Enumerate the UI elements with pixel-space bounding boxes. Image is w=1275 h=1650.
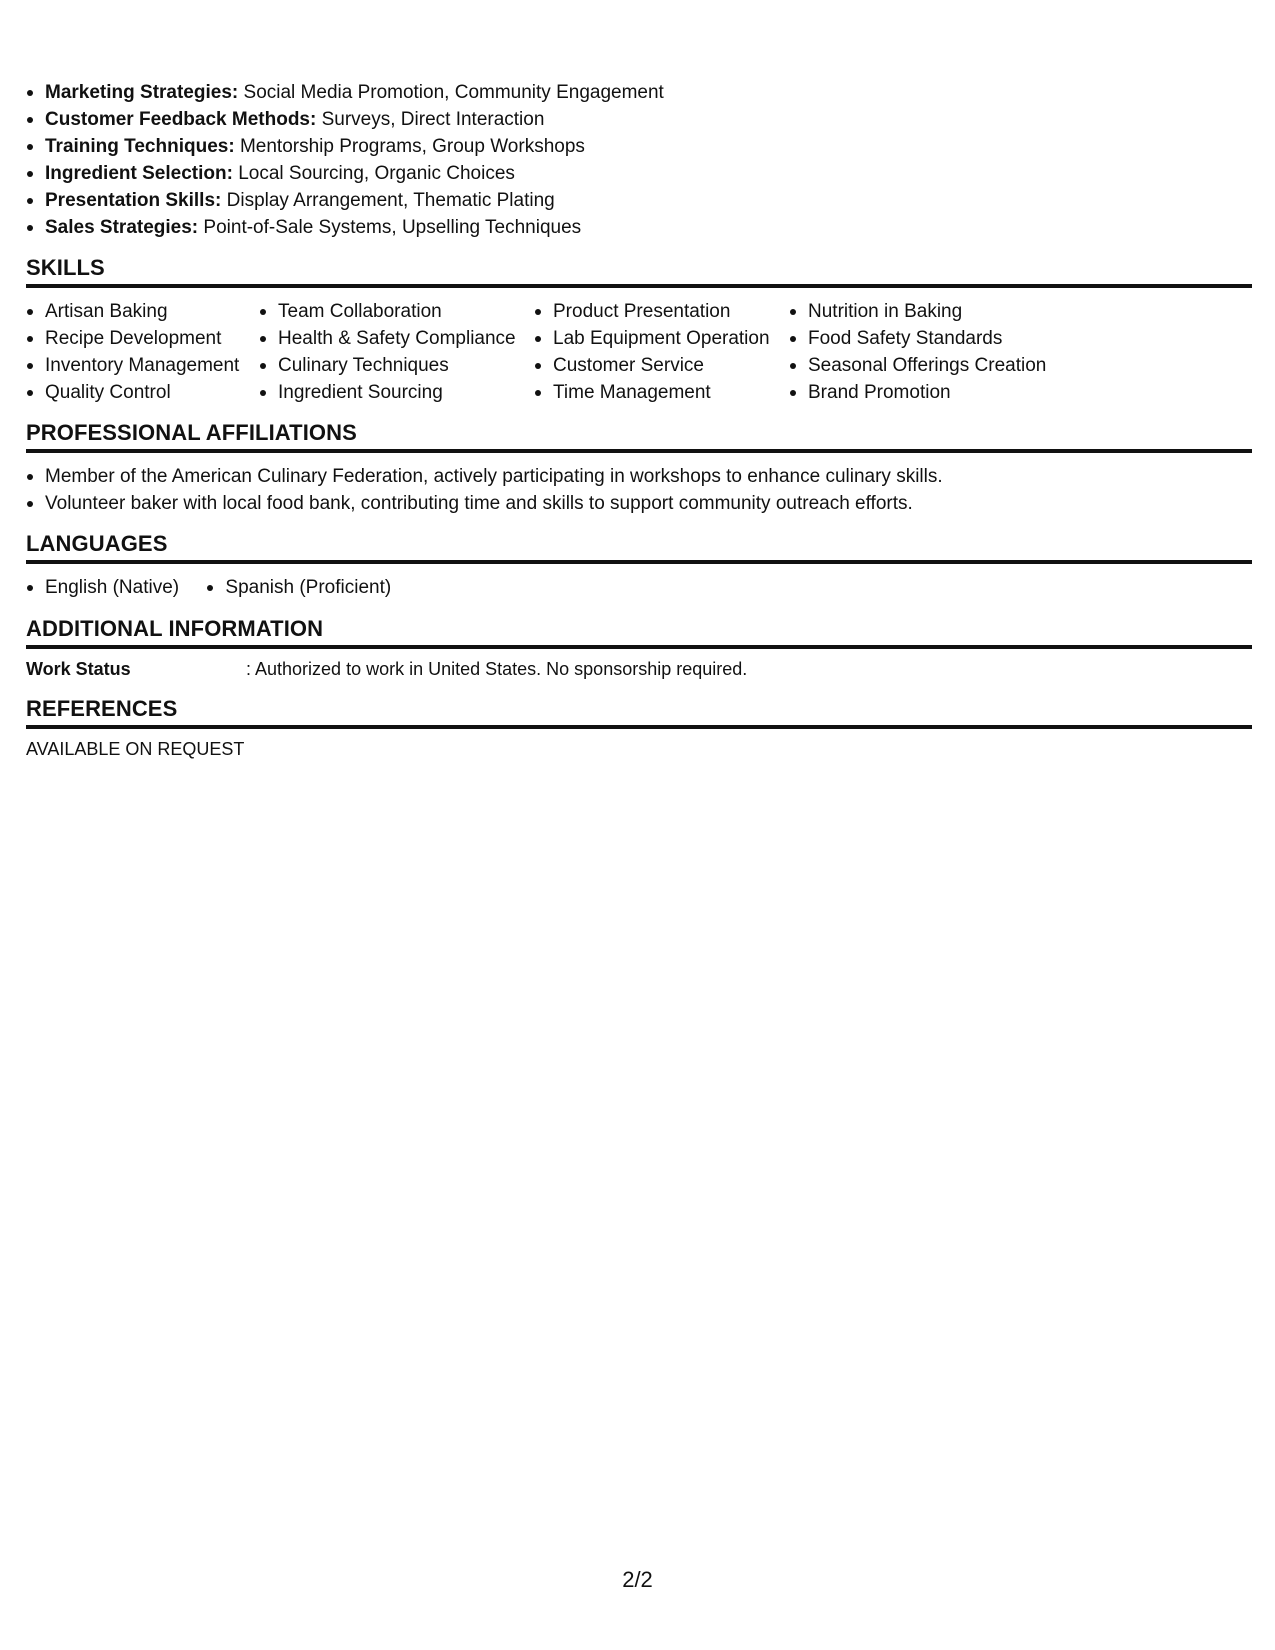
affiliations-list	[26, 463, 943, 517]
language-item: Spanish (Proficient)	[206, 574, 391, 601]
work-status-label: Work Status	[26, 659, 131, 679]
skills-column	[259, 298, 516, 406]
affiliations-heading: PROFESSIONAL AFFILIATIONS	[26, 419, 1252, 453]
languages-row	[26, 574, 413, 601]
skill-item: Lab Equipment Operation	[534, 325, 770, 352]
list-item: Ingredient Selection: Local Sourcing, Organic Choices	[26, 160, 664, 187]
skills-column	[26, 298, 239, 406]
list-item: Training Techniques: Mentorship Programs, Group Workshops	[26, 133, 664, 160]
page-number: 2/2	[622, 1567, 653, 1592]
skill-item: Health & Safety Compliance	[259, 325, 516, 352]
skill-item: Product Presentation	[534, 298, 770, 325]
list-item: Member of the American Culinary Federation, actively participating in workshops to enhance culinary skills.	[26, 463, 943, 490]
skill-item: Recipe Development	[26, 325, 239, 352]
skill-item: Time Management	[534, 379, 770, 406]
skill-item: Artisan Baking	[26, 298, 239, 325]
skill-item: Seasonal Offerings Creation	[789, 352, 1046, 379]
skill-item: Nutrition in Baking	[789, 298, 1046, 325]
languages-list	[26, 574, 413, 601]
list-item: Volunteer baker with local food bank, contributing time and skills to support community outreach efforts.	[26, 490, 943, 517]
skill-item: Inventory Management	[26, 352, 239, 379]
intro-list	[26, 79, 664, 241]
additional-info-heading: ADDITIONAL INFORMATION	[26, 615, 1252, 649]
references-text: AVAILABLE ON REQUEST	[26, 739, 245, 759]
skills-column	[789, 298, 1046, 406]
list-item: Customer Feedback Methods: Surveys, Direct Interaction	[26, 106, 664, 133]
skills-heading: SKILLS	[26, 254, 1252, 288]
skill-item: Customer Service	[534, 352, 770, 379]
skill-item: Food Safety Standards	[789, 325, 1046, 352]
skill-item: Team Collaboration	[259, 298, 516, 325]
languages-heading: LANGUAGES	[26, 530, 1252, 564]
language-item: English (Native)	[26, 574, 179, 601]
skill-item: Brand Promotion	[789, 379, 1046, 406]
references-heading: REFERENCES	[26, 695, 1252, 729]
list-item: Marketing Strategies: Social Media Promotion, Community Engagement	[26, 79, 664, 106]
skill-item: Ingredient Sourcing	[259, 379, 516, 406]
skill-item: Quality Control	[26, 379, 239, 406]
work-status-row	[26, 656, 1252, 683]
list-item: Presentation Skills: Display Arrangement, Thematic Plating	[26, 187, 664, 214]
list-item: Sales Strategies: Point-of-Sale Systems, Upselling Techniques	[26, 214, 664, 241]
skill-item: Culinary Techniques	[259, 352, 516, 379]
skills-column	[534, 298, 770, 406]
skills-grid	[26, 298, 1252, 408]
work-status-value: : Authorized to work in United States. No sponsorship required.	[246, 659, 748, 679]
